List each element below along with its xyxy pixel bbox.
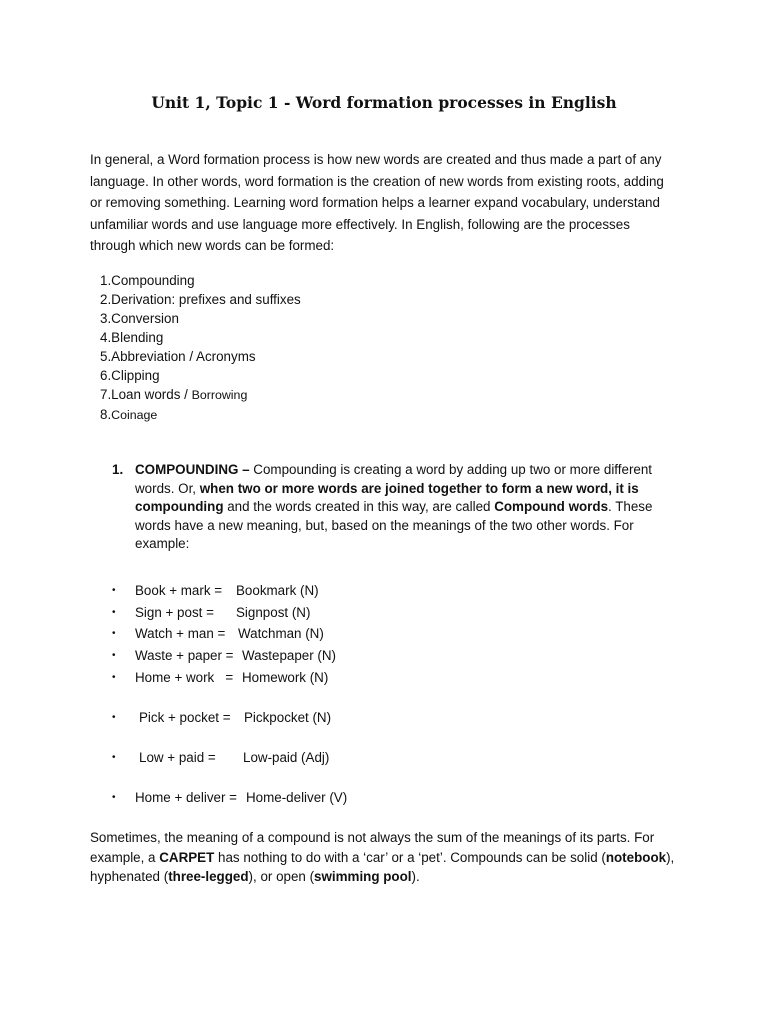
example-parts: Sign + post = (135, 605, 214, 620)
bold-text: notebook (605, 849, 667, 865)
bullet-icon: • (112, 712, 116, 723)
text-run: . These words have a new meaning, but, based on the meanings of the two other words. For example: (135, 499, 653, 552)
text-run: Compounding is creating a word by adding up two or more different words. Or, (135, 462, 653, 496)
bold-text: Compound words (494, 499, 609, 515)
text-run: Sometimes, the meaning of a compound is not always the sum of the meanings of its parts. For example, a (90, 830, 655, 865)
bullet-icon: • (112, 672, 116, 683)
list-item-text: 7.Loan words / (100, 387, 192, 402)
text-run: has nothing to do with a ‘car’ or a ‘pet’. Compounds can be solid ( (214, 849, 606, 865)
example-result: Signpost (N) (236, 605, 311, 620)
process-list (100, 271, 301, 425)
compounding-section (112, 461, 678, 554)
text-run: ), hyphenated ( (90, 849, 675, 884)
list-item (100, 385, 301, 405)
intro-paragraph: In general, a Word formation process is how new words are created and thus made a part of any language. In other words, word formation is the creation of new words from existing roots, adding or removing something. Learning word formation helps a learner expand vocabulary, understand unfamiliar words and use language more effectively. In English, following are the processes through which new words can be formed: (90, 152, 664, 254)
example-result: Low-paid (Adj) (243, 750, 330, 765)
list-item: 4.Blending (100, 330, 164, 345)
list-item: 1.Compounding (100, 273, 195, 288)
page-title: Unit 1, Topic 1 - Word formation processes in English (151, 93, 617, 112)
section-number: 1. (112, 462, 124, 477)
list-item: 2.Derivation: prefixes and suffixes (100, 292, 301, 307)
text-run: ). (411, 869, 420, 884)
example-parts: Home + work = (135, 670, 234, 685)
closing-paragraph (90, 828, 678, 887)
example-parts: Waste + paper = (135, 648, 234, 663)
bullet-icon: • (112, 585, 116, 596)
bullet-icon: • (112, 607, 116, 618)
example-result: Watchman (N) (238, 626, 324, 641)
bullet-icon: • (112, 752, 116, 763)
list-item-text-small: Coinage (111, 408, 158, 422)
section-heading: COMPOUNDING – (135, 462, 250, 477)
bullet-icon: • (112, 792, 116, 803)
example-result: Wastepaper (N) (242, 648, 337, 663)
list-item: 5.Abbreviation / Acronyms (100, 349, 256, 364)
list-item: 6.Clipping (100, 368, 160, 383)
bold-text: when two or more words are joined together to form a new word, it is compounding (135, 480, 639, 515)
example-result: Homework (N) (242, 670, 329, 685)
list-item (100, 405, 301, 425)
example-parts: Home + deliver = (135, 790, 237, 805)
example-result: Home-deliver (V) (246, 790, 348, 805)
text-run: ), or open ( (248, 869, 315, 884)
list-item-text: 8. (100, 407, 112, 422)
text-run: and the words created in this way, are called (223, 499, 495, 515)
list-item: 3.Conversion (100, 311, 179, 326)
example-parts: Pick + pocket = (139, 710, 231, 725)
bold-text: three-legged (168, 869, 249, 884)
example-parts: Low + paid = (139, 750, 216, 765)
bullet-icon: • (112, 650, 116, 661)
bullet-icon: • (112, 628, 116, 639)
example-parts: Watch + man = (135, 626, 226, 641)
list-item-text-small: Borrowing (191, 388, 248, 402)
example-result: Bookmark (N) (236, 583, 319, 598)
bold-text: CARPET (159, 849, 215, 865)
bold-text: swimming pool (314, 869, 412, 884)
example-parts: Book + mark = (135, 583, 223, 598)
example-result: Pickpocket (N) (244, 710, 332, 725)
compounding-paragraph (135, 461, 678, 554)
